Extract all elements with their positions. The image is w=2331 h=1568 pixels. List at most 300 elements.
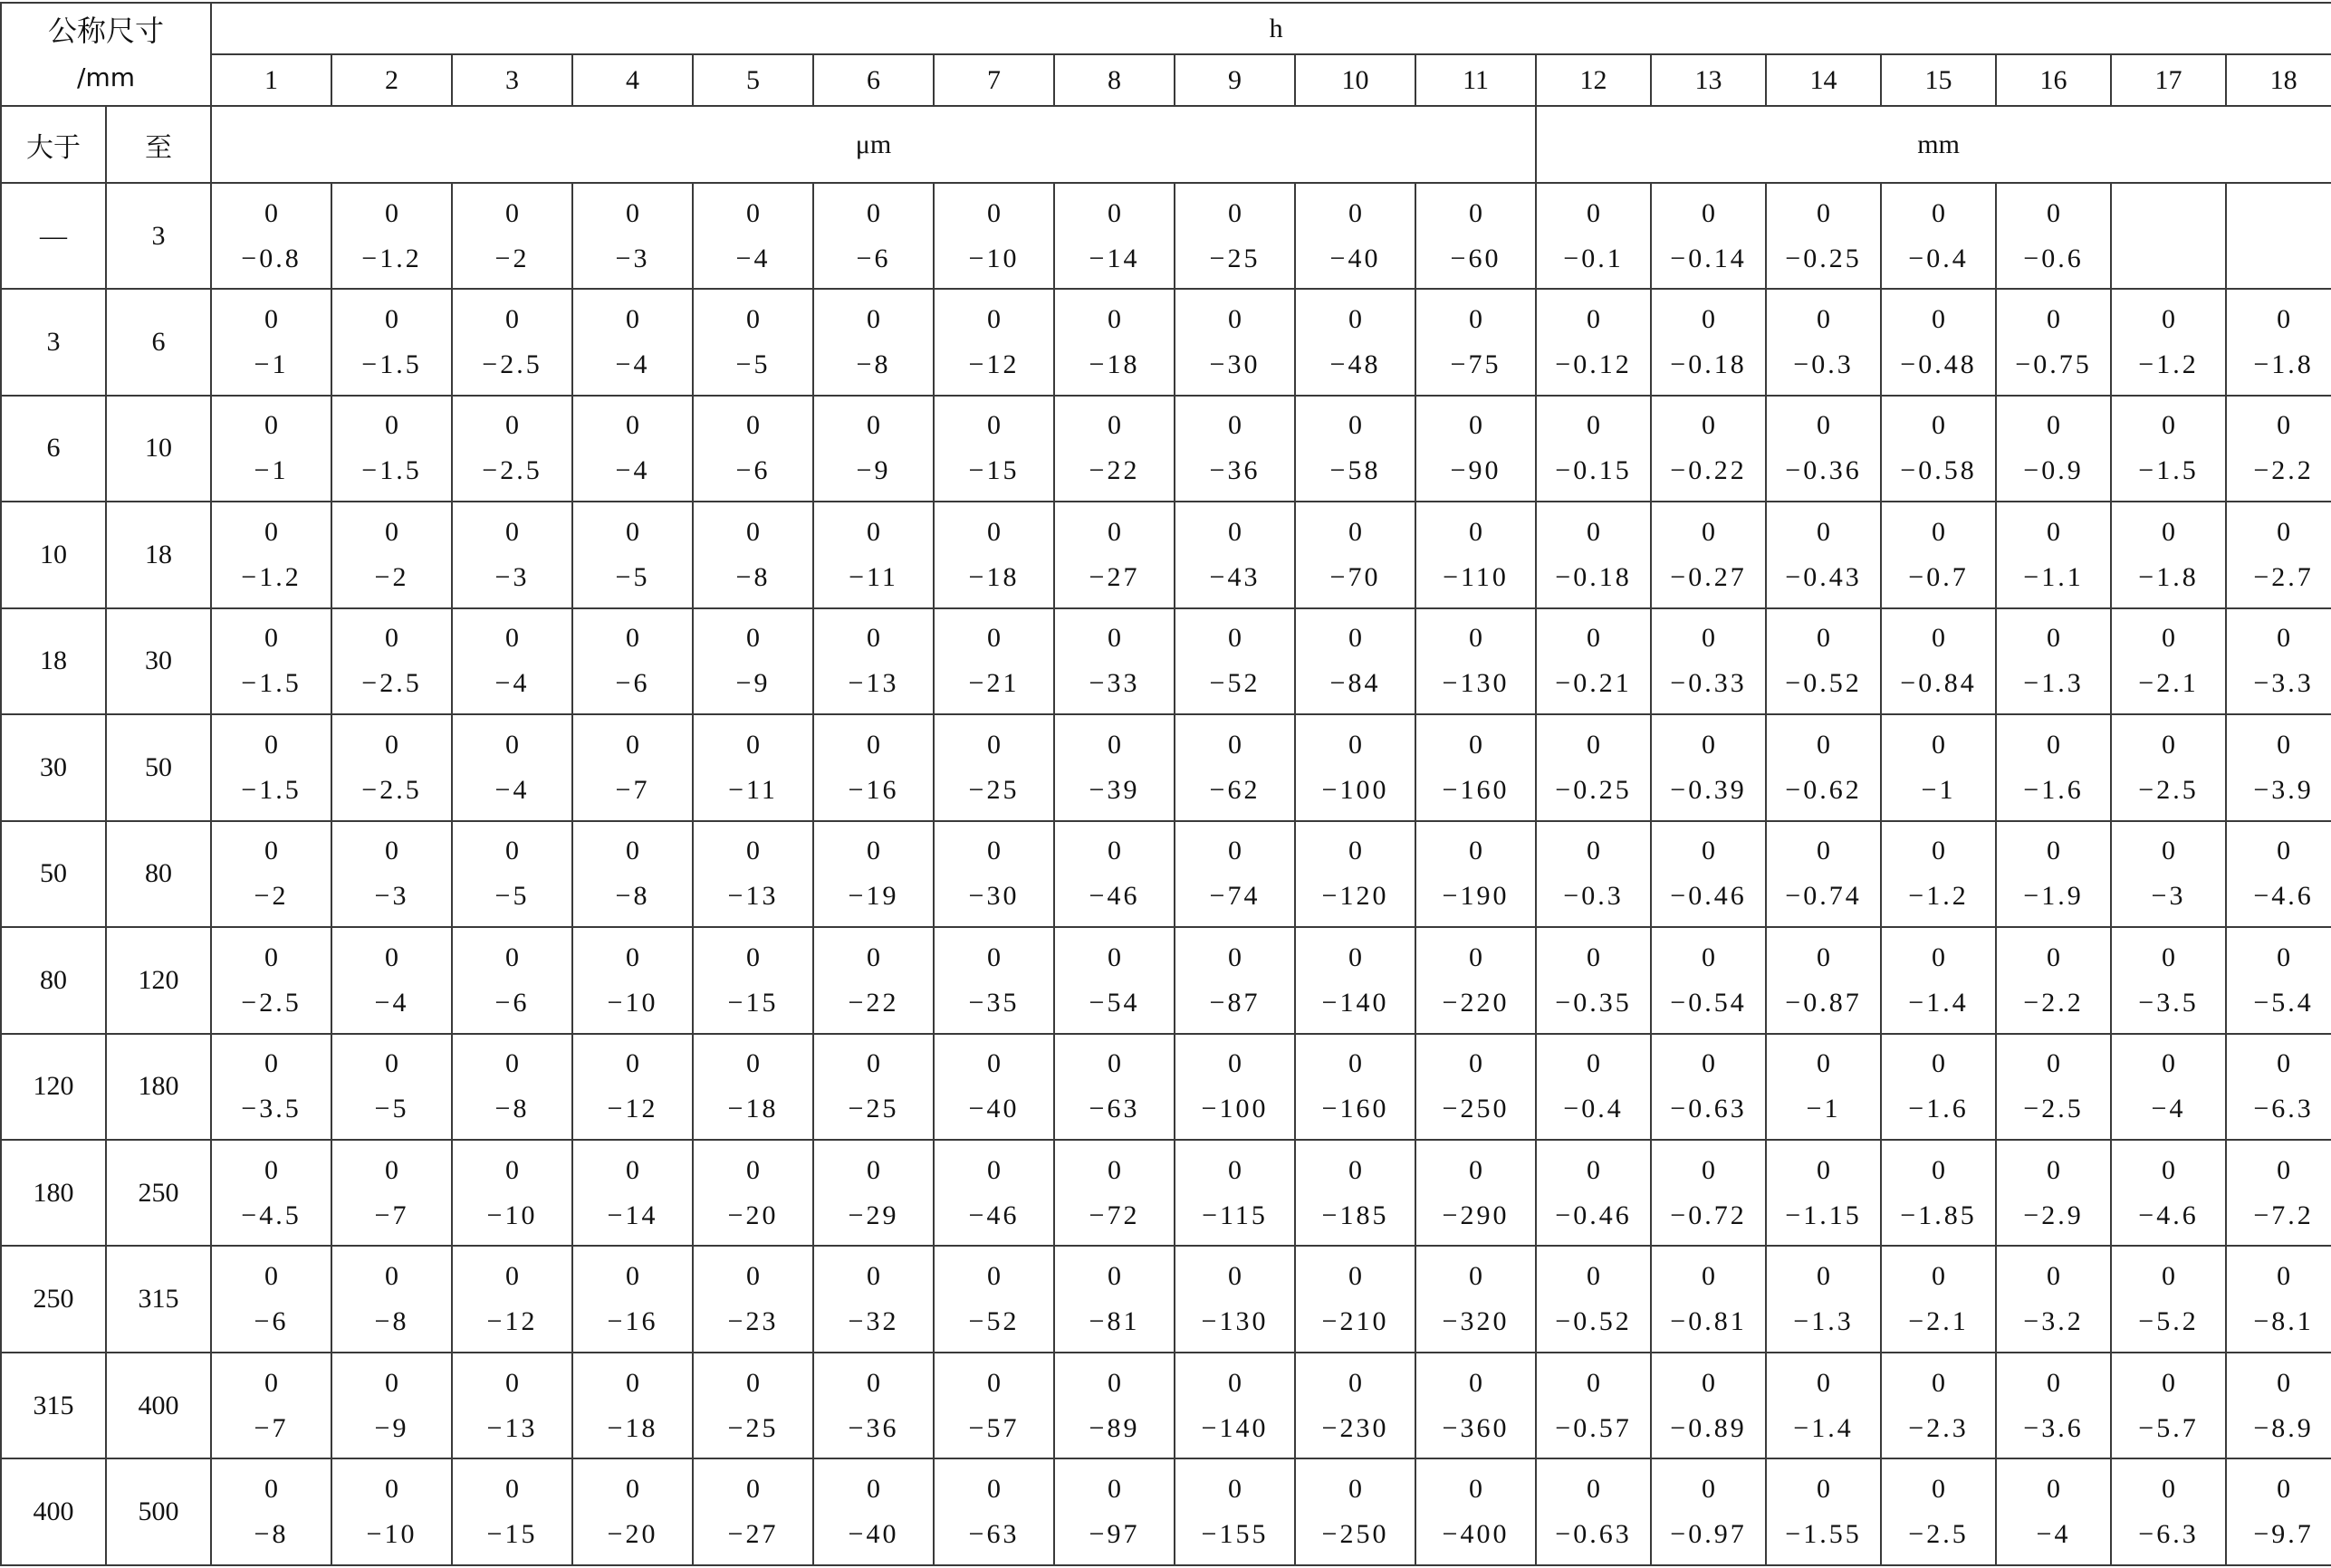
deviation-cell [2226, 1246, 2331, 1352]
deviation-cell [1536, 183, 1651, 289]
lower-deviation: −8 [735, 561, 771, 592]
grade-header-8: 8 [1054, 54, 1175, 106]
upper-deviation: 0 [1587, 729, 1601, 760]
upper-deviation: 0 [626, 1367, 640, 1398]
deviation-cell [1651, 502, 1766, 607]
upper-deviation: 0 [1228, 1474, 1242, 1505]
deviation-cell [1295, 608, 1415, 714]
deviation-cell [452, 502, 572, 607]
upper-deviation: 0 [505, 1367, 520, 1398]
deviation-cell [1766, 396, 1881, 502]
deviation-cell [1175, 927, 1295, 1033]
lower-deviation: −2 [494, 243, 530, 273]
nominal-size-label: 公称尺寸 [48, 14, 165, 49]
deviation-cell [452, 608, 572, 714]
deviation-cell [813, 502, 934, 607]
upper-deviation: 0 [1228, 303, 1242, 334]
lower-deviation: −18 [607, 1412, 658, 1443]
upper-deviation: 0 [1469, 836, 1483, 866]
deviation-cell [1536, 714, 1651, 820]
header-row-grades [1, 54, 2331, 106]
upper-deviation: 0 [385, 410, 399, 441]
lower-deviation: −6 [856, 243, 891, 273]
deviation-cell [211, 1246, 331, 1352]
upper-deviation: 0 [505, 197, 520, 228]
upper-deviation: 0 [626, 1154, 640, 1185]
upper-deviation: 0 [2162, 623, 2176, 654]
deviation-cell [1651, 1458, 1766, 1565]
deviation-cell [2111, 1353, 2226, 1458]
upper-deviation: 0 [2277, 1154, 2291, 1185]
lower-deviation: −210 [1321, 1306, 1389, 1337]
lower-deviation: −89 [1089, 1412, 1140, 1443]
lower-deviation: −20 [727, 1200, 779, 1230]
upper-deviation: 0 [2277, 1048, 2291, 1079]
lower-deviation: −100 [1201, 1094, 1269, 1124]
deviation-cell [2226, 1034, 2331, 1140]
deviation-cell [1175, 1458, 1295, 1565]
deviation-cell [1295, 1246, 1415, 1352]
upper-deviation: 0 [264, 623, 279, 654]
deviation-cell [2226, 714, 2331, 820]
deviation-cell [211, 821, 331, 927]
deviation-cell [1651, 1034, 1766, 1140]
deviation-cell [1766, 502, 1881, 607]
deviation-cell [813, 1246, 934, 1352]
deviation-cell [1996, 1246, 2111, 1352]
lower-deviation: −2 [374, 561, 409, 592]
size-over-cell: 30 [1, 714, 106, 820]
lower-deviation: −9.7 [2253, 1519, 2314, 1550]
deviation-cell [934, 289, 1054, 395]
upper-deviation: 0 [1348, 197, 1363, 228]
deviation-cell [934, 1140, 1054, 1246]
upper-deviation: 0 [1469, 1154, 1483, 1185]
lower-deviation: −1.5 [241, 774, 302, 805]
lower-deviation: −15 [486, 1519, 538, 1550]
lower-deviation: −30 [1209, 349, 1261, 379]
lower-deviation: −6 [494, 987, 530, 1018]
upper-deviation: 0 [1817, 303, 1831, 334]
size-to-cell: 18 [106, 502, 211, 607]
over-label: 大于 [26, 131, 81, 164]
upper-deviation: 0 [746, 623, 761, 654]
deviation-cell [1295, 1458, 1415, 1565]
deviation-cell [1881, 714, 1996, 820]
lower-deviation: −2.7 [2253, 561, 2314, 592]
deviation-cell [693, 608, 813, 714]
upper-deviation: 0 [1348, 1154, 1363, 1185]
lower-deviation: −54 [1089, 987, 1140, 1018]
upper-deviation: 0 [1587, 303, 1601, 334]
lower-deviation: −57 [968, 1412, 1020, 1443]
lower-deviation: −0.89 [1670, 1412, 1747, 1443]
upper-deviation: 0 [1348, 942, 1363, 972]
grade-header-3: 3 [452, 54, 572, 106]
lower-deviation: −2 [254, 881, 289, 912]
upper-deviation: 0 [987, 1154, 1002, 1185]
upper-deviation: 0 [626, 836, 640, 866]
deviation-cell [1054, 927, 1175, 1033]
upper-deviation: 0 [1932, 1474, 1946, 1505]
lower-deviation: −25 [727, 1412, 779, 1443]
grade-header-17: 17 [2111, 54, 2226, 106]
size-to-cell: 80 [106, 821, 211, 927]
lower-deviation: −7 [254, 1412, 289, 1443]
upper-deviation: 0 [2047, 942, 2061, 972]
upper-deviation: 0 [1228, 1367, 1242, 1398]
deviation-cell [2111, 927, 2226, 1033]
upper-deviation: 0 [626, 729, 640, 760]
lower-deviation: −62 [1209, 774, 1261, 805]
lower-deviation: −0.6 [2023, 243, 2084, 273]
lower-deviation: −16 [848, 774, 899, 805]
table-row [1, 1458, 2331, 1565]
upper-deviation: 0 [1932, 1154, 1946, 1185]
over-header [1, 106, 106, 182]
lower-deviation: −36 [1209, 455, 1261, 486]
deviation-cell [813, 183, 934, 289]
deviation-cell [813, 714, 934, 820]
deviation-cell [2111, 1246, 2226, 1352]
upper-deviation: 0 [1228, 623, 1242, 654]
lower-deviation: −0.46 [1555, 1200, 1632, 1230]
deviation-cell [934, 1246, 1054, 1352]
upper-deviation: 0 [1469, 303, 1483, 334]
upper-deviation: 0 [1817, 1474, 1831, 1505]
lower-deviation: −5 [615, 561, 650, 592]
upper-deviation: 0 [2047, 729, 2061, 760]
upper-deviation: 0 [385, 623, 399, 654]
deviation-cell [211, 1458, 331, 1565]
deviation-cell [1996, 821, 2111, 927]
lower-deviation: −6 [254, 1306, 289, 1337]
size-over-cell: 400 [1, 1458, 106, 1565]
deviation-cell [572, 1034, 693, 1140]
deviation-cell [1295, 821, 1415, 927]
deviation-cell [1766, 1140, 1881, 1246]
upper-deviation: 0 [505, 942, 520, 972]
lower-deviation: −190 [1442, 881, 1510, 912]
upper-deviation: 0 [987, 942, 1002, 972]
deviation-cell [572, 502, 693, 607]
lower-deviation: −0.21 [1555, 668, 1632, 699]
deviation-cell [1054, 1353, 1175, 1458]
lower-deviation: −75 [1450, 349, 1501, 379]
lower-deviation: −7.2 [2253, 1200, 2314, 1230]
size-over-cell: 180 [1, 1140, 106, 1246]
lower-deviation: −4 [735, 243, 771, 273]
deviation-cell [331, 502, 452, 607]
lower-deviation: −11 [849, 561, 898, 592]
lower-deviation: −12 [486, 1306, 538, 1337]
deviation-cell [1054, 608, 1175, 714]
upper-deviation: 0 [746, 942, 761, 972]
upper-deviation: 0 [1817, 942, 1831, 972]
lower-deviation: −13 [848, 668, 899, 699]
upper-deviation: 0 [1348, 623, 1363, 654]
deviation-cell [572, 1246, 693, 1352]
upper-deviation: 0 [264, 836, 279, 866]
tolerance-letter-cell [211, 3, 2331, 54]
lower-deviation: −0.12 [1555, 349, 1632, 379]
lower-deviation: −1.5 [2138, 455, 2199, 486]
deviation-cell [1536, 1034, 1651, 1140]
upper-deviation: 0 [626, 623, 640, 654]
lower-deviation: −2.5 [482, 349, 542, 379]
upper-deviation: 0 [385, 836, 399, 866]
upper-deviation: 0 [867, 1474, 881, 1505]
lower-deviation: −110 [1443, 561, 1509, 592]
upper-deviation: 0 [505, 410, 520, 441]
lower-deviation: −115 [1202, 1200, 1268, 1230]
lower-deviation: −0.52 [1785, 668, 1862, 699]
upper-deviation: 0 [987, 836, 1002, 866]
lower-deviation: −5.4 [2253, 987, 2314, 1018]
lower-deviation: −2.5 [1908, 1519, 1969, 1550]
upper-deviation: 0 [505, 516, 520, 547]
upper-deviation: 0 [1108, 516, 1122, 547]
deviation-cell [331, 289, 452, 395]
deviation-cell [331, 396, 452, 502]
lower-deviation: −3.5 [2138, 987, 2199, 1018]
lower-deviation: −0.25 [1555, 774, 1632, 805]
lower-deviation: −2.2 [2023, 987, 2084, 1018]
deviation-cell [1415, 1246, 1536, 1352]
upper-deviation: 0 [385, 1474, 399, 1505]
deviation-cell [1881, 608, 1996, 714]
upper-deviation: 0 [1587, 197, 1601, 228]
lower-deviation: −12 [607, 1094, 658, 1124]
deviation-cell [1295, 1140, 1415, 1246]
deviation-cell [1415, 289, 1536, 395]
tolerance-table [0, 2, 2331, 1566]
deviation-cell [1536, 1246, 1651, 1352]
upper-deviation: 0 [1702, 303, 1716, 334]
deviation-cell [331, 1140, 452, 1246]
upper-deviation: 0 [385, 942, 399, 972]
lower-deviation: −40 [848, 1519, 899, 1550]
lower-deviation: −155 [1201, 1519, 1269, 1550]
deviation-cell [1175, 183, 1295, 289]
deviation-cell [1415, 1140, 1536, 1246]
deviation-cell [934, 1353, 1054, 1458]
deviation-cell [813, 396, 934, 502]
upper-deviation: 0 [987, 623, 1002, 654]
deviation-cell [1881, 1034, 1996, 1140]
lower-deviation: −8 [856, 349, 891, 379]
upper-deviation: 0 [2047, 1367, 2061, 1398]
deviation-cell [2111, 183, 2226, 289]
deviation-cell [1175, 1353, 1295, 1458]
lower-deviation: −0.72 [1670, 1200, 1747, 1230]
deviation-cell [1175, 396, 1295, 502]
lower-deviation: −18 [968, 561, 1020, 592]
lower-deviation: −0.27 [1670, 561, 1747, 592]
deviation-cell [813, 608, 934, 714]
deviation-cell [1415, 608, 1536, 714]
lower-deviation: −400 [1442, 1519, 1510, 1550]
deviation-cell [1415, 927, 1536, 1033]
upper-deviation: 0 [264, 1261, 279, 1292]
lower-deviation: −0.84 [1900, 668, 1977, 699]
lower-deviation: −3.9 [2253, 774, 2314, 805]
grade-header-16: 16 [1996, 54, 2111, 106]
upper-deviation: 0 [1469, 1367, 1483, 1398]
upper-deviation: 0 [264, 410, 279, 441]
deviation-cell [2111, 1458, 2226, 1565]
upper-deviation: 0 [626, 1474, 640, 1505]
upper-deviation: 0 [987, 729, 1002, 760]
deviation-cell [1054, 183, 1175, 289]
lower-deviation: −1.15 [1785, 1200, 1862, 1230]
lower-deviation: −6.3 [2138, 1519, 2199, 1550]
lower-deviation: −6 [735, 455, 771, 486]
lower-deviation: −5 [735, 349, 771, 379]
upper-deviation: 0 [2162, 1261, 2176, 1292]
deviation-cell [452, 396, 572, 502]
upper-deviation: 0 [746, 729, 761, 760]
deviation-cell [2111, 396, 2226, 502]
lower-deviation: −8 [615, 881, 650, 912]
grade-header-14: 14 [1766, 54, 1881, 106]
table-row [1, 183, 2331, 289]
deviation-cell [934, 183, 1054, 289]
deviation-cell [1536, 396, 1651, 502]
lower-deviation: −0.3 [1793, 349, 1854, 379]
lower-deviation: −1 [1921, 774, 1956, 805]
upper-deviation: 0 [1932, 410, 1946, 441]
upper-deviation: 0 [1587, 1154, 1601, 1185]
upper-deviation: 0 [1348, 303, 1363, 334]
upper-deviation: 0 [1587, 1367, 1601, 1398]
size-to-cell: 3 [106, 183, 211, 289]
lower-deviation: −1.8 [2138, 561, 2199, 592]
lower-deviation: −20 [607, 1519, 658, 1550]
deviation-cell [1175, 1034, 1295, 1140]
lower-deviation: −4 [615, 455, 650, 486]
lower-deviation: −4 [374, 987, 409, 1018]
deviation-cell [1651, 1140, 1766, 1246]
lower-deviation: −1.3 [2023, 668, 2084, 699]
table-row [1, 502, 2331, 607]
lower-deviation: −22 [848, 987, 899, 1018]
upper-deviation: 0 [867, 1367, 881, 1398]
lower-deviation: −84 [1329, 668, 1381, 699]
deviation-cell [1054, 502, 1175, 607]
lower-deviation: −0.46 [1670, 881, 1747, 912]
lower-deviation: −0.22 [1670, 455, 1747, 486]
upper-deviation: 0 [746, 516, 761, 547]
lower-deviation: −0.14 [1670, 243, 1747, 273]
upper-deviation: 0 [385, 1154, 399, 1185]
deviation-cell [1536, 608, 1651, 714]
lower-deviation: −21 [968, 668, 1020, 699]
upper-deviation: 0 [1702, 1367, 1716, 1398]
table-row [1, 608, 2331, 714]
lower-deviation: −4.6 [2138, 1200, 2199, 1230]
upper-deviation: 0 [2162, 516, 2176, 547]
deviation-cell [693, 1458, 813, 1565]
grade-header-9: 9 [1175, 54, 1295, 106]
lower-deviation: −7 [374, 1200, 409, 1230]
deviation-cell [2111, 608, 2226, 714]
deviation-cell [2111, 821, 2226, 927]
upper-deviation: 0 [1228, 1154, 1242, 1185]
deviation-cell [572, 1140, 693, 1246]
upper-deviation: 0 [1702, 1261, 1716, 1292]
lower-deviation: −4.6 [2253, 881, 2314, 912]
upper-deviation: 0 [1932, 942, 1946, 972]
lower-deviation: −4 [494, 668, 530, 699]
deviation-cell [1651, 183, 1766, 289]
lower-deviation: −3 [615, 243, 650, 273]
deviation-cell [934, 1034, 1054, 1140]
lower-deviation: −10 [968, 243, 1020, 273]
deviation-cell [572, 927, 693, 1033]
lower-deviation: −0.58 [1900, 455, 1977, 486]
upper-deviation: 0 [1587, 942, 1601, 972]
deviation-cell [2111, 714, 2226, 820]
lower-deviation: −2.2 [2253, 455, 2314, 486]
upper-deviation: 0 [1469, 623, 1483, 654]
lower-deviation: −3 [374, 881, 409, 912]
deviation-cell [1415, 1458, 1536, 1565]
upper-deviation: 0 [2162, 942, 2176, 972]
upper-deviation: 0 [505, 1048, 520, 1079]
deviation-cell [1651, 714, 1766, 820]
upper-deviation: 0 [867, 516, 881, 547]
upper-deviation: 0 [1469, 1474, 1483, 1505]
upper-deviation: 0 [746, 197, 761, 228]
deviation-cell [1881, 502, 1996, 607]
upper-deviation: 0 [1348, 1261, 1363, 1292]
upper-deviation: 0 [1932, 836, 1946, 866]
deviation-cell [1996, 502, 2111, 607]
deviation-cell [2226, 821, 2331, 927]
upper-deviation: 0 [1932, 1261, 1946, 1292]
upper-deviation: 0 [505, 623, 520, 654]
deviation-cell [2111, 502, 2226, 607]
upper-deviation: 0 [987, 303, 1002, 334]
lower-deviation: −25 [968, 774, 1020, 805]
deviation-cell [1054, 396, 1175, 502]
lower-deviation: −140 [1321, 987, 1389, 1018]
deviation-cell [1415, 821, 1536, 927]
deviation-cell [2111, 1140, 2226, 1246]
deviation-cell [1881, 1140, 1996, 1246]
deviation-cell [693, 927, 813, 1033]
grade-header-12: 12 [1536, 54, 1651, 106]
header-row-letter [1, 3, 2331, 54]
upper-deviation: 0 [1348, 1048, 1363, 1079]
lower-deviation: −0.97 [1670, 1519, 1747, 1550]
deviation-cell [1881, 183, 1996, 289]
upper-deviation: 0 [2162, 1367, 2176, 1398]
upper-deviation: 0 [1228, 410, 1242, 441]
upper-deviation: 0 [1932, 623, 1946, 654]
lower-deviation: −0.7 [1908, 561, 1969, 592]
deviation-cell [1766, 821, 1881, 927]
deviation-cell [1766, 608, 1881, 714]
upper-deviation: 0 [2047, 836, 2061, 866]
upper-deviation: 0 [1932, 516, 1946, 547]
to-header [106, 106, 211, 182]
upper-deviation: 0 [1108, 729, 1122, 760]
deviation-cell [693, 396, 813, 502]
lower-deviation: −2.9 [2023, 1200, 2084, 1230]
upper-deviation: 0 [2277, 1367, 2291, 1398]
